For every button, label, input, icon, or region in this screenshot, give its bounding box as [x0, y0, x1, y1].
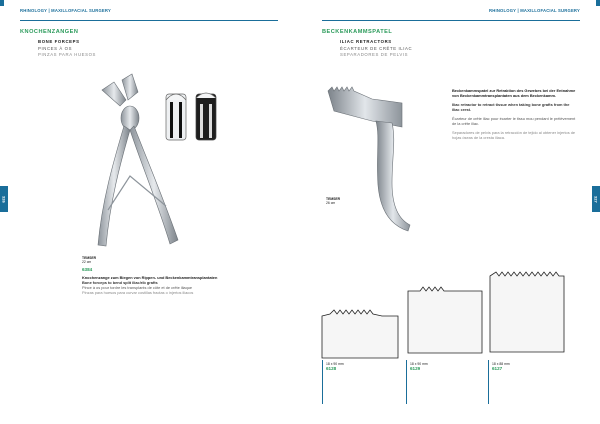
left-code: 6384 — [82, 266, 93, 272]
right-desc-es: Separadores de pelvis para la retracción de tejido al obtener injertos de hojas óseas de la cresta iliaca. — [452, 130, 576, 140]
iliac-retractor-image — [320, 85, 420, 240]
right-desc-en: Iliac retractor to retract tissue when taking bone grafts from the iliac crest. — [452, 102, 570, 112]
left-subtitles — [38, 39, 96, 59]
right-size: 26 cm — [326, 201, 336, 206]
right-subtitle-fr: ÉCARTEUR DE CRÊTE ILIAC — [340, 45, 413, 51]
right-description — [452, 88, 576, 140]
left-desc-es: Pinzas para huesos para curvar costillas fractas o injertos iliacos — [82, 289, 194, 295]
right-desc-fr: Écarteur de crête iliac pour écarter le tissu mou pendant le prélèvement de la crête iliac. — [452, 116, 576, 126]
left-desc-fr: Pince à os pour tordre les transplants de côte et de crête iliaque — [82, 284, 193, 290]
left-desc-de: Knochenzange zum Biegen von Rippen- und Beckenkammtransplantaten — [82, 274, 218, 280]
variant-1-code: 6128 — [326, 366, 337, 372]
retractor-blade-variant-3 — [488, 268, 566, 354]
forceps-jaw-detail-image — [164, 88, 220, 144]
right-section-title: BECKENKAMMSPATEL — [322, 29, 393, 35]
variant-3-info — [492, 362, 510, 371]
right-header-title: RHINOLOGY | MAXILLOFACIAL SURGERY — [489, 8, 580, 13]
left-size: 22 cm — [82, 260, 92, 265]
retractor-blade-variant-2 — [406, 283, 484, 355]
variant-2-info — [410, 362, 428, 371]
left-header-bar — [0, 0, 4, 6]
variant-3-size: 18 x 88 mm — [492, 362, 510, 366]
right-product-info — [326, 197, 340, 206]
right-subtitle-es: SEPARADORES DE PELVIS — [340, 52, 409, 58]
right-header-bar — [596, 0, 600, 6]
variant-divider-3 — [488, 360, 489, 404]
variant-3-code: 6127 — [492, 366, 503, 372]
left-subtitle-fr: PINCES À OS — [38, 45, 73, 51]
variant-1-size: 18 x 90 mm — [326, 362, 344, 366]
left-subtitle-en: BONE FORCEPS — [38, 39, 80, 44]
variant-2-size: 18 x 90 mm — [410, 362, 428, 366]
left-header-title: RHINOLOGY | MAXILLOFACIAL SURGERY — [20, 8, 111, 13]
right-subtitles — [340, 39, 412, 59]
right-brand: TEMSER — [326, 197, 341, 201]
left-section-title: KNOCHENZANGEN — [20, 29, 79, 35]
left-subtitle-es: PINZAS PARA HUESOS — [38, 52, 96, 58]
right-desc-de: Beckenkammspatel zur Retraktion des Gewebes bei der Entnahme von Beckenkammtransplantaten aus dem Beckenkamm. — [452, 88, 576, 98]
variant-divider-2 — [406, 360, 407, 404]
left-page-number-tab: 326 — [0, 186, 8, 212]
left-brand: TEMSER — [82, 256, 97, 260]
variant-divider-1 — [322, 360, 323, 404]
right-page-number-tab: 327 — [592, 186, 600, 212]
variant-2-code: 6129 — [410, 366, 421, 372]
variant-1-info — [326, 362, 344, 371]
retractor-blade-variant-1 — [320, 308, 400, 360]
right-subtitle-en: ILIAC RETRACTORS — [340, 39, 392, 44]
left-header-rule — [20, 20, 278, 21]
left-desc-en: Bone forceps to bend split iliac/rib grafts — [82, 279, 158, 285]
left-product-info — [82, 256, 217, 295]
right-header-rule — [322, 20, 580, 21]
